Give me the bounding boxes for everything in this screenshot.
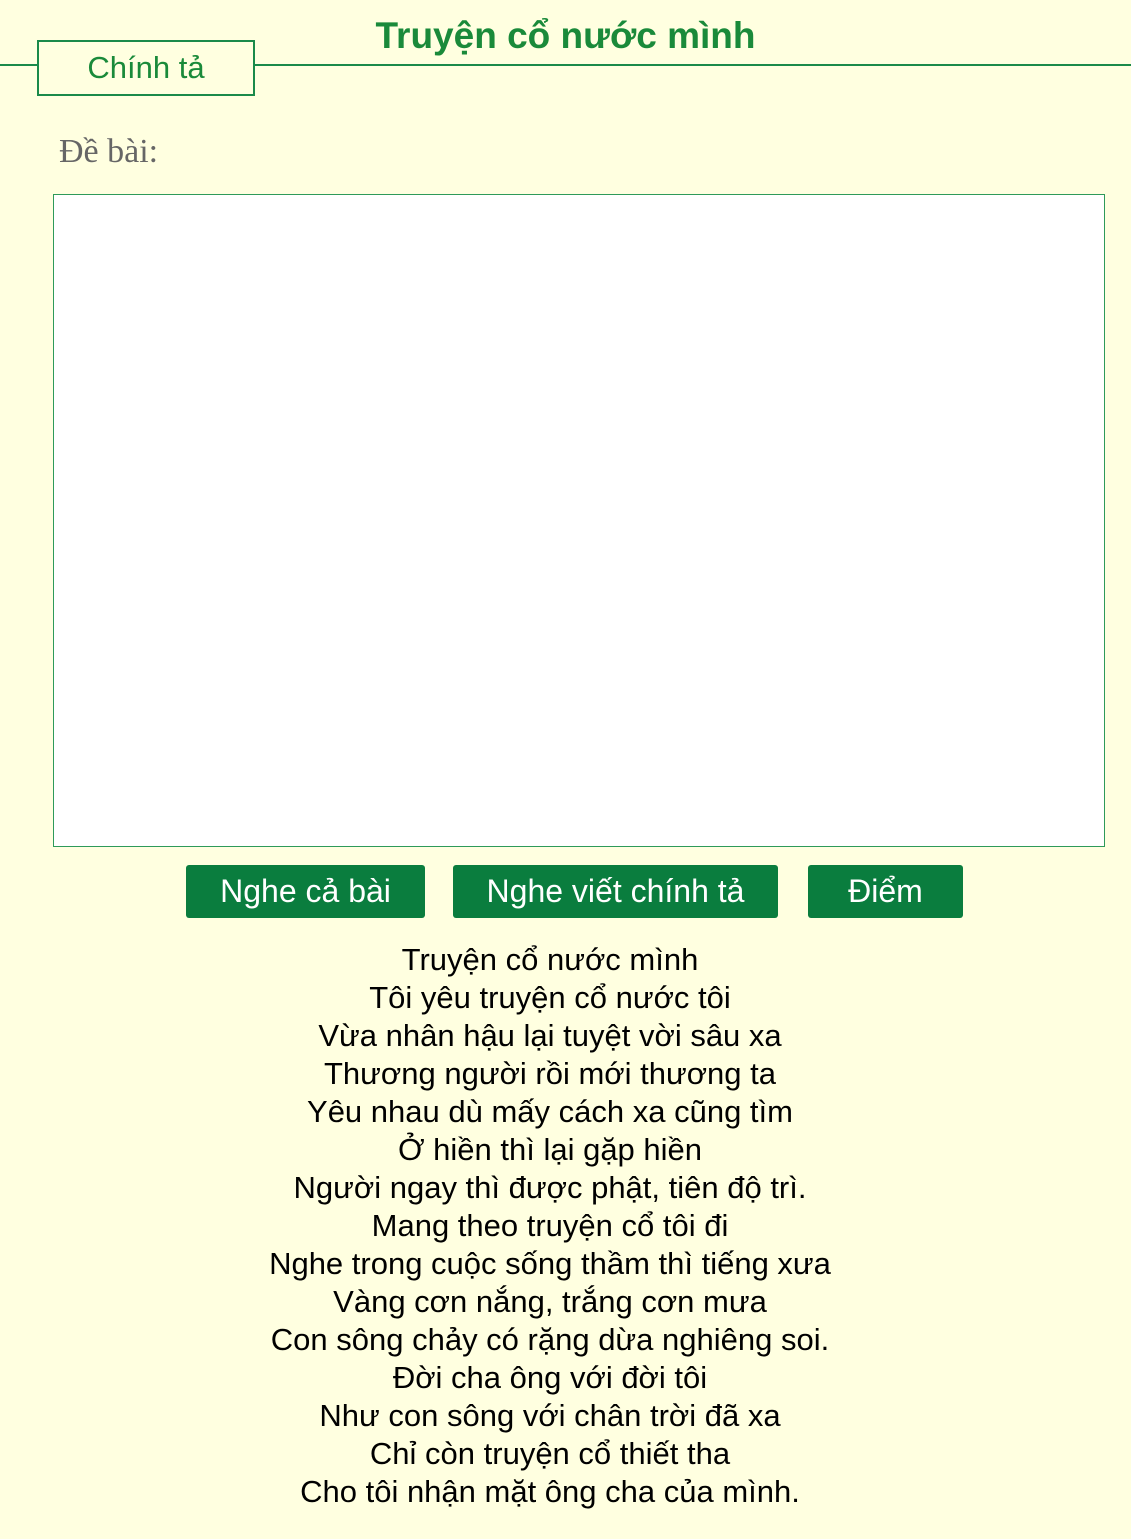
poem-line: Con sông chảy có rặng dừa nghiêng soi. bbox=[270, 1322, 830, 1357]
poem-line: Nghe trong cuộc sống thầm thì tiếng xưa bbox=[269, 1246, 831, 1281]
poem-line: Đời cha ông với đời tôi bbox=[392, 1360, 708, 1395]
dictation-button[interactable]: Nghe viết chính tả bbox=[453, 865, 778, 918]
poem-line: Tôi yêu truyện cổ nước tôi bbox=[369, 980, 731, 1015]
section-label: Chính tả bbox=[37, 40, 255, 96]
poem-line: Ở hiền thì lại gặp hiền bbox=[397, 1132, 703, 1167]
poem-line: Vàng cơn nắng, trắng cơn mưa bbox=[333, 1284, 767, 1319]
poem-text bbox=[0, 941, 1100, 1511]
poem-line: Truyện cổ nước mình bbox=[401, 942, 699, 977]
poem-line: Người ngay thì được phật, tiên độ trì. bbox=[293, 1170, 807, 1205]
poem-line: Yêu nhau dù mấy cách xa cũng tìm bbox=[307, 1094, 793, 1129]
prompt-label: Đề bài: bbox=[59, 133, 159, 170]
page-title: Truyện cổ nước mình bbox=[375, 15, 756, 56]
poem-line: Thương người rồi mới thương ta bbox=[323, 1056, 776, 1091]
poem-line: Chỉ còn truyện cổ thiết tha bbox=[369, 1436, 731, 1471]
poem-line: Mang theo truyện cổ tôi đi bbox=[371, 1208, 729, 1243]
poem-line: Vừa nhân hậu lại tuyệt vời sâu xa bbox=[318, 1018, 782, 1053]
poem-line: Cho tôi nhận mặt ông cha của mình. bbox=[300, 1474, 800, 1509]
poem-line: Như con sông với chân trời đã xa bbox=[319, 1398, 781, 1433]
score-button[interactable]: Điểm bbox=[808, 865, 963, 918]
answer-textarea[interactable] bbox=[53, 194, 1105, 847]
listen-all-button[interactable]: Nghe cả bài bbox=[186, 865, 425, 918]
